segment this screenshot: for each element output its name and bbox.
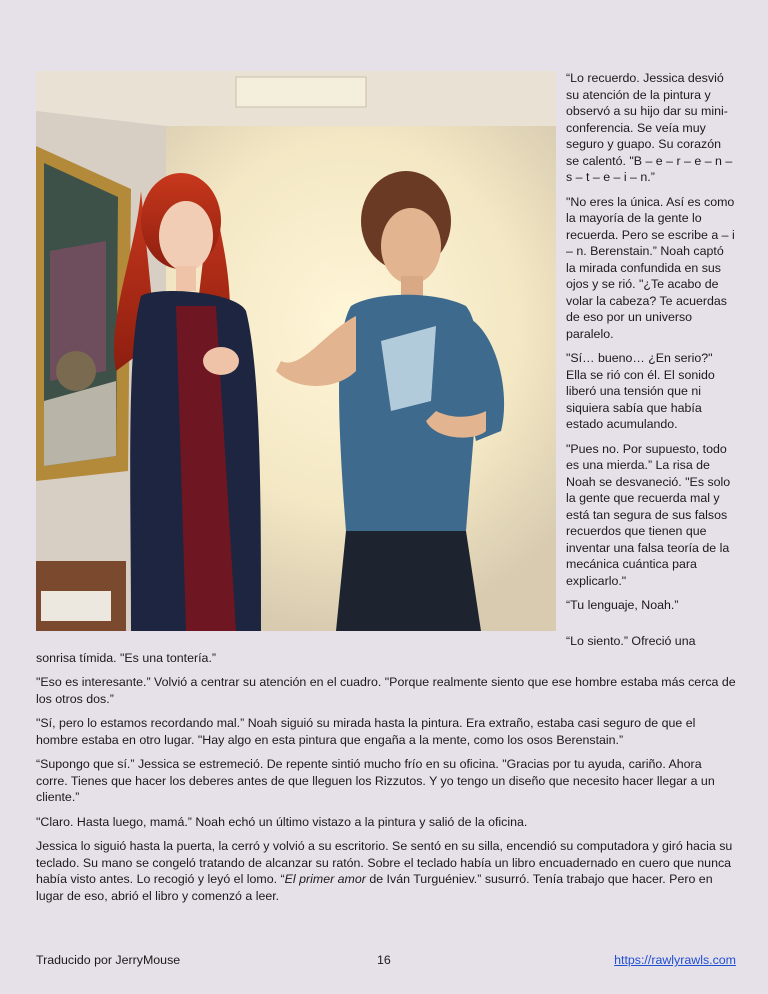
wall-painting bbox=[36, 146, 131, 481]
paragraph: “Tu lenguaje, Noah.” bbox=[566, 598, 679, 612]
paragraph: "Sí… bueno… ¿En serio?" Ella se rió con él. El sonido liberó una tensión que ni siquiera sabía que había estado acumulando. bbox=[566, 351, 715, 431]
translator-credit: Traducido por JerryMouse bbox=[36, 953, 181, 967]
paragraph: “Lo recuerdo. Jessica desvió su atención de la pintura y observó a su hijo dar su mini-conferencia. Se veía muy seguro y guapo. Su corazón se calentó. "B – e – r – e – n – s – t – e – i – n.” bbox=[566, 71, 733, 184]
wrap-paragraph bbox=[36, 633, 736, 666]
text-run: de Iván Turguéniev.” susurró. Tenía trabajo que hacer. Pero en lugar de eso, abrió el libro y comenzó a leer. bbox=[36, 872, 713, 903]
book-title: El primer amor bbox=[284, 872, 366, 886]
text-run: Jessica lo siguió hasta la puerta, la cerró y volvió a su escritorio. Se sentó en su silla, encendió su computadora y giró hacia su teclado. Su mano se congeló tratando de alcanzar su ratón. Sobre el teclado había un libro encuadernado en cuero que nunca había visto antes. Lo recogió y leyó el lomo. “ bbox=[36, 839, 733, 886]
paragraph: “Supongo que sí.” Jessica se estremeció. De repente sintió mucho frío en su oficina. "Gracias por tu ayuda, cariño. Ahora corre. Tienes que hacer los deberes antes de que lleguen los Rizzutos. Y yo tengo un diseño que necesito hacer llegar a un cliente.” bbox=[36, 757, 715, 804]
paragraph: "Eso es interesante.” Volvió a centrar su atención en el cuadro. "Porque realmente siento que ese hombre estaba más cerca de los otros dos.” bbox=[36, 675, 736, 706]
paragraph: "No eres la única. Así es como la mayoría de la gente lo recuerda. Pero se escribe a – i – n. Berenstain.” Noah captó la mirada confundida en sus ojos y se rió. "¿Te acabo de volar la cabeza? Te acuerdas de eso por un universo paralelo. bbox=[566, 194, 735, 341]
paragraph: "Pues no. Por supuesto, todo es una mierda.” La risa de Noah se desvaneció. "Es solo la gente que recuerda mal y está tan segura de sus falsos recuerdos que tienen que inventar una falsa teoría de la mecánica cuántica para explicarlo." bbox=[566, 441, 731, 588]
page-number: 16 bbox=[377, 953, 391, 967]
paragraph: "Sí, pero lo estamos recordando mal.” Noah siguió su mirada hasta la pintura. Era extraño, estaba casi seguro de que el hombre estaba en otro lugar. "Hay algo en esta pintura que engaña a la mente, como los osos Berenstain.” bbox=[36, 716, 696, 747]
wrap-paragraph-start: “Lo siento.” Ofreció una bbox=[566, 634, 696, 648]
paragraph: "Claro. Hasta luego, mamá.” Noah echó un último vistazo a la pintura y salió de la oficina. bbox=[36, 814, 528, 829]
website-link[interactable]: https://rawlyrawls.com bbox=[614, 953, 736, 967]
story-illustration bbox=[36, 71, 556, 631]
page-footer bbox=[36, 953, 736, 971]
side-text-column bbox=[566, 70, 736, 622]
wrap-paragraph-rest: sonrisa tímida. "Es una tontería.” bbox=[36, 650, 217, 665]
body-text bbox=[36, 633, 736, 912]
paragraph bbox=[36, 838, 736, 904]
